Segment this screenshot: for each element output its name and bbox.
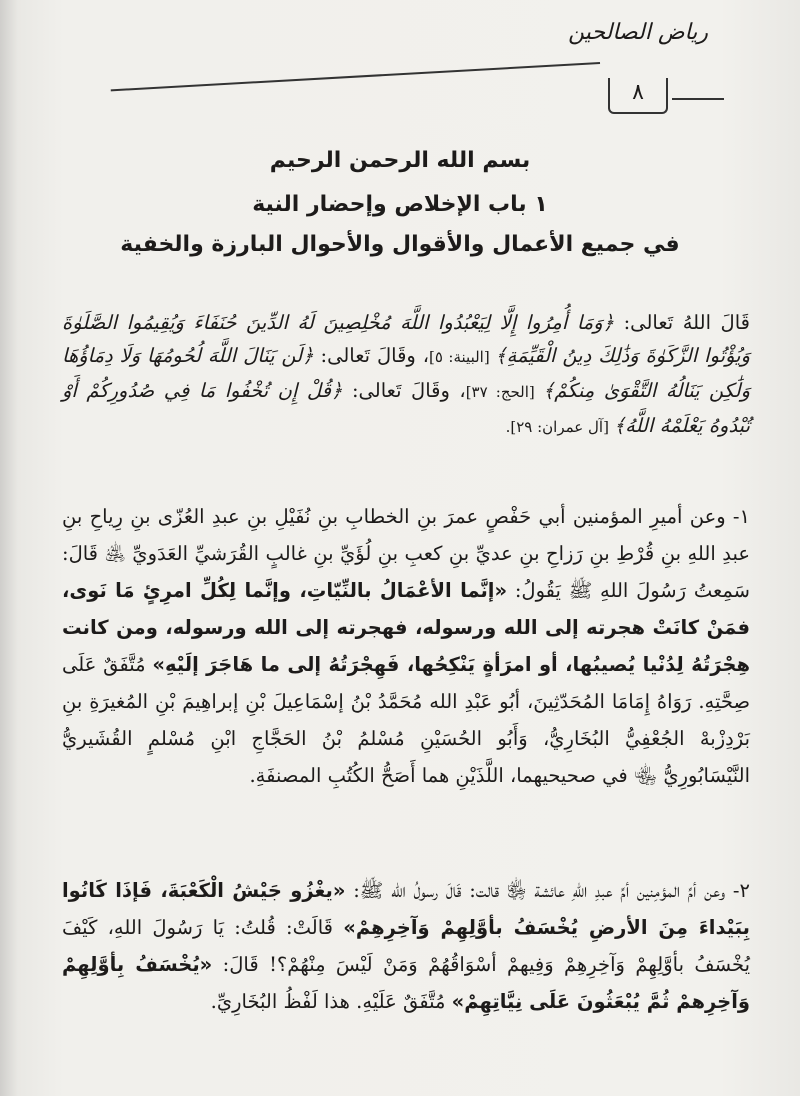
page-binding-shadow: [0, 0, 18, 1096]
intro-text-1: قَالَ اللهُ تَعالى:: [614, 311, 750, 334]
hadith-2-text: «يغْزُو جَيْشُ الْكَعْبَةَ، فَإذَا كَانُوا بِبَيْداءَ مِنَ الأرضِ يُخْسَفُ بأوَّلِهِمْ وَآخِرِهِمْ»: [62, 879, 750, 939]
hadith-2: [62, 872, 750, 1020]
quran-verse-1: ﴿وَمَا أُمِرُوا إِلَّا لِيَعْبُدُوا اللَّهَ مُخْلِصِينَ لَهُ الدِّينَ حُنَفَاءَ وَيُقِيمُوا الصَّلَوٰةَ وَيُؤْتُوا الزَّكَوٰةَ وَذَٰلِكَ دِينُ الْقَيِّمَةِ﴾: [62, 311, 750, 367]
quran-verse-2: ﴿لَن يَنَالَ اللَّهَ لُحُومُهَا وَلَا دِمَاؤُهَا وَلَٰكِن يَنَالُهُ التَّقْوَىٰ مِنكُمْ﴾: [62, 344, 751, 402]
quran-verse-3: ﴿قُلْ إِن تُخْفُوا مَا فِي صُدُورِكُمْ أَوْ تُبْدُوهُ يَعْلَمْهُ اللَّهُ﴾: [62, 379, 750, 437]
verse-ref-2: [الحج: ٣٧]: [465, 383, 543, 401]
page-number-rule: [672, 98, 724, 100]
header-rule: [111, 62, 600, 91]
intro-paragraph: [62, 306, 750, 444]
hadith-1-text: «إنَّما الأعْمَالُ بالنِّيّاتِ، وإنَّما لِكُلِّ امرِئٍ مَا نَوى، فمَنْ كانَتْ هجرته إلى الله ورسوله، فهجرته إلى الله ورسوله، ومن كانت هِجْرَتُهُ لِدُنْيا يُصيبُها، أو امرَأةٍ يَنْكِحُها، فَهِجْرَتُهُ إلى ما هَاجَرَ إلَيْهِ»: [62, 579, 750, 676]
basmala: بسم الله الرحمن الرحيم: [269, 148, 531, 173]
running-title: رياض الصالحين: [568, 20, 708, 45]
verse-ref-3: [آل عمران: ٢٩].: [505, 418, 614, 436]
chapter-title: ١ باب الإخلاص وإحضار النية: [252, 192, 548, 217]
hadith-2-source: مُتَّفَقٌ عَلَيْهِ. هذا لَفْظُ البُخَارِيِّ.: [210, 990, 452, 1013]
intro-text-3: ، وقَالَ تَعالى:: [342, 379, 466, 402]
hadith-1-chain: ١- وعن أميرِ المؤمنين أبي حَفْصٍ عمرَ بنِ الخطابِ بنِ نُفَيْلِ بنِ عبدِ العُزّى بنِ رِياحِ بنِ عبدِ اللهِ بنِ قُرْطِ بنِ رَزاحِ بنِ عديِّ بنِ كعبِ بنِ لُؤَيِّ بنِ غالبٍ القُرَشيِّ العَدَويِّ ﵁ قَالَ: سَمِعتُ رَسُولَ اللهِ ﷺ يَقُولُ:: [62, 505, 750, 602]
hadith-1-source: مُتَّفَقٌ عَلَى صِحَّتِهِ. رَوَاهُ إِمَامَا المُحَدّثِينَ، أبُو عَبْدِ الله مُحَمَّدُ بْنُ إسْمَاعِيلَ بْنِ إبراهِيمَ بْنِ المُغيرَةِ بنِ بَرْدِزْبهْ الجُعْفِيُّ البُخَارِيُّ، وَأَبُو الحُسَيْنِ مُسْلمُ بْنُ الحَجَّاجِ ابْنِ مُسْلمٍ القُشَيريُّ النَّيْسَابُورِيُّ ﵄ في صحيحيهما، اللَّذَيْنِ هما أَصَحُّ الكُتُبِ المصنفَةِ.: [62, 653, 750, 787]
chapter-subtitle: في جميع الأعمال والأقوال والأحوال البارزة والخفية: [120, 232, 680, 257]
hadith-2-answer: «يُخْسَفُ بِأوَّلِهِمْ وَآخِرِهمْ ثُمَّ يُبْعَثُونَ عَلَى نِيَّاتِهِمْ»: [62, 953, 750, 1013]
verse-ref-1: [البينة: ٥]: [429, 348, 496, 366]
page-number: ٨: [608, 78, 668, 114]
hadith-2-chain: ٢- وعن أمِّ المؤمِنين أمِّ عبدِ اللهِ عائشة ﵂ قالت: قَالَ رسولُ الله ﷺ:: [345, 879, 750, 902]
intro-text-2: ، وقَالَ تَعالى:: [313, 344, 430, 367]
hadith-2-question: قَالَتْ: قُلتُ: يَا رَسُولَ اللهِ، كَيْفَ يُخْسَفُ بأوَّلِهِمْ وَآخِرِهِمْ وَفِيهمْ أسْوَاقُهُمْ وَمَنْ لَيْسَ مِنْهُمْ؟! قَالَ:: [62, 916, 750, 976]
hadith-1: [62, 498, 750, 794]
